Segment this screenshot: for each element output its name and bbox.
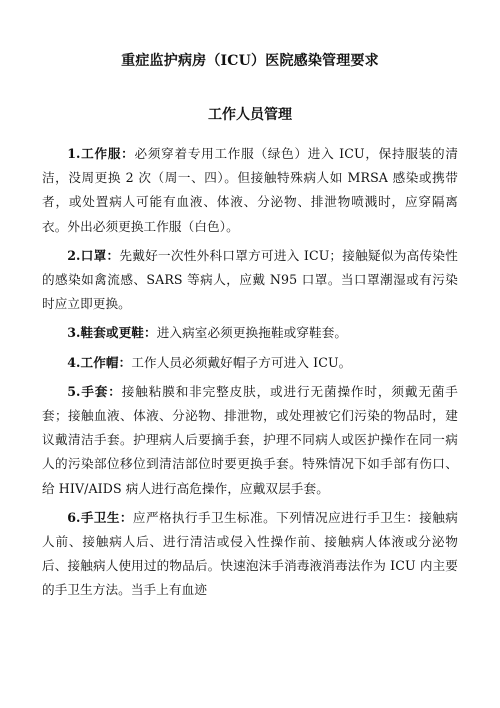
- term-label: 2.口罩：: [67, 247, 120, 263]
- term-label: 1.工作服：: [67, 146, 135, 161]
- term-label: 3.鞋套或更鞋：: [67, 325, 157, 341]
- paragraph-text: 工作人员必须戴好帽子方可进入 ICU。: [131, 354, 352, 370]
- term-label: 4.工作帽：: [67, 354, 132, 370]
- term-label: 6.手卫生：: [67, 509, 133, 525]
- paragraph-shoe-covers: [42, 321, 458, 345]
- paragraph-work-cap: [42, 351, 458, 375]
- paragraph-mask: [42, 244, 458, 317]
- paragraph-hand-hygiene: [42, 506, 458, 603]
- section-title: 工作人员管理: [208, 107, 292, 123]
- paragraph-text: 必须穿着专用工作服（绿色）进入 ICU，保持服装的清洁，没周更换 2 次（周一、四）。但接触特殊病人如 MRSA 感染或携带者，或处置病人可能有血液、体液、分泌物、排泄物喷溅时，应穿隔离衣。外出必须更换工作服（白色）。: [42, 146, 459, 234]
- paragraph-text: 接触粘膜和非完整皮肤，或进行无菌操作时，须戴无菌手套；接触血液、体液、分泌物、排泄物，或处理被它们污染的物品时，建议戴清洁手套。护理病人后要摘手套，护理不同病人或医护操作在同一病人的污染部位移位到清洁部位时要更换手套。特殊情况下如手部有伤口、给 HIV/AIDS 病人进行高危操作，应戴双层手套。: [42, 383, 458, 496]
- term-label: 5.手套：: [67, 383, 122, 399]
- paragraph-work-clothes: [42, 142, 458, 239]
- paragraph-text: 进入病室必须更换拖鞋或穿鞋套。: [156, 325, 348, 341]
- paragraph-gloves: [42, 380, 458, 501]
- document-title: 重症监护病房（ICU）医院感染管理要求: [121, 53, 379, 69]
- paragraph-text: 先戴好一次性外科口罩方可进入 ICU；接触疑似为高传染性的感染如禽流感、SARS 等病人，应戴 N95 口罩。当口罩潮湿或有污染时应立即更换。: [42, 247, 458, 312]
- paragraph-text: 应严格执行手卫生标准。下列情况应进行手卫生：接触病人前、接触病人后、进行清洁或侵入性操作前、接触病人体液或分泌物后、接触病人使用过的物品后。快速泡沫手消毒液消毒法作为 ICU 内主要的手卫生方法。当手上有血迹: [42, 509, 458, 598]
